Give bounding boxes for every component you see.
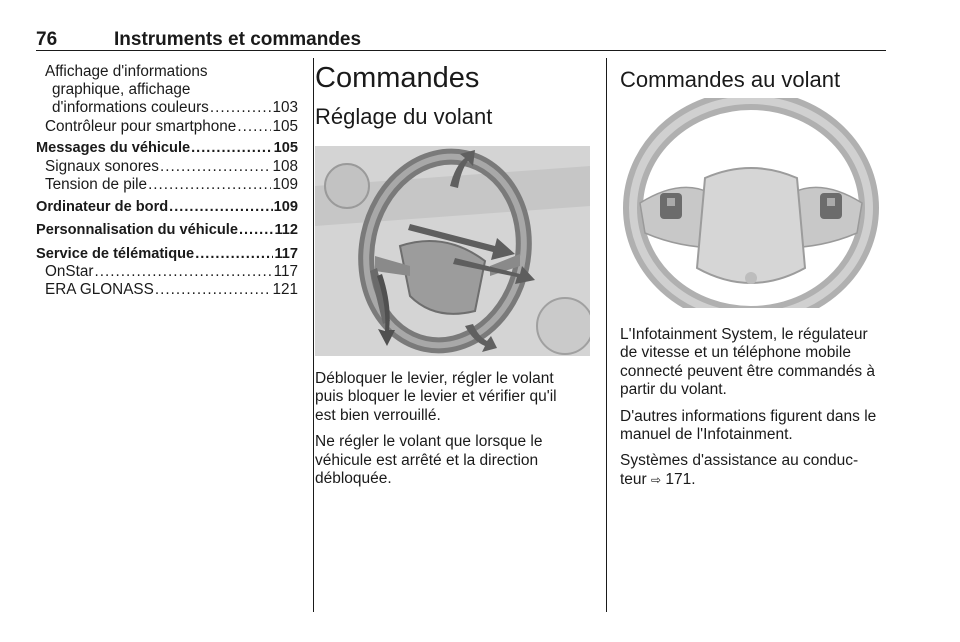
page-header — [36, 28, 886, 51]
toc-entry-page: 117 — [274, 246, 298, 263]
paragraph-adjust-warning: Ne régler le volant que lorsque le véhicule est arrêté et la direction débloquée. — [315, 433, 543, 488]
toc-entry-page: 109 — [272, 175, 298, 193]
table-of-contents — [36, 63, 298, 300]
paragraph-driver-assistance: Systèmes d'assistance au conduc- teur ⇨ 171. — [620, 452, 859, 488]
toc-entry[interactable] — [36, 158, 298, 176]
toc-leader-dots — [155, 281, 272, 299]
column-steering-controls — [620, 60, 890, 497]
toc-entry[interactable] — [36, 139, 298, 157]
section-heading: Commandes — [315, 62, 480, 94]
paragraph-controls-intro: L'Infotainment System, le régulateur de vitesse et un téléphone mobile connecté peuvent être commandés à partir du volant. — [620, 326, 876, 399]
toc-entry[interactable] — [36, 176, 298, 194]
toc-entry-title: Ordinateur de bord — [36, 198, 169, 215]
sub-heading: Réglage du volant — [315, 104, 493, 129]
toc-entry-title: Messages du véhicule — [36, 140, 191, 157]
toc-leader-dots — [148, 176, 271, 194]
toc-entry-title: Contrôleur pour smartphone — [45, 117, 237, 135]
toc-entry[interactable] — [36, 245, 298, 263]
toc-entry-page: 121 — [272, 281, 298, 299]
toc-leader-dots — [210, 99, 272, 117]
toc-entry-line: Affichage d'informations — [45, 63, 208, 80]
toc-entry-line: graphique, affichage — [52, 81, 191, 99]
toc-entry-page: 105 — [273, 140, 298, 157]
toc-entry-title: OnStar — [45, 263, 94, 281]
page-reference-arrow-icon: ⇨ — [651, 472, 662, 487]
toc-leader-dots — [239, 221, 274, 239]
column-steering-adjustment — [315, 60, 590, 496]
toc-entry-title: Signaux sonores — [45, 157, 159, 175]
toc-entry[interactable] — [36, 281, 298, 299]
page-reference-link[interactable]: 171. — [665, 470, 696, 488]
toc-entry-page: 103 — [272, 99, 298, 117]
toc-entry-page: 105 — [272, 117, 298, 135]
section-heading: Commandes au volant — [620, 67, 841, 92]
toc-entry-title: ERA GLONASS — [45, 281, 154, 299]
toc-entry[interactable] — [36, 263, 298, 281]
column-divider-right — [606, 58, 607, 612]
toc-leader-dots — [169, 198, 272, 216]
toc-leader-dots — [237, 118, 271, 136]
toc-leader-dots — [195, 245, 273, 263]
paragraph-adjust-instructions: Débloquer le levier, régler le volant puis bloquer le levier et vérifier qu'il est bien verrouillé. — [315, 370, 557, 424]
page-number: 76 — [36, 29, 58, 50]
toc-entry-page: 112 — [274, 222, 298, 239]
toc-list — [36, 118, 298, 300]
toc-entry-title: Personnalisation du véhicule — [36, 222, 238, 239]
toc-entry-title: Service de télématique — [36, 246, 195, 263]
section-title: Instruments et commandes — [114, 29, 362, 50]
toc-entry[interactable] — [36, 198, 298, 216]
toc-entry[interactable] — [36, 118, 298, 136]
steering-adjustment-illustration — [315, 146, 590, 356]
toc-entry-page: 108 — [272, 157, 298, 175]
toc-entry-intro[interactable] — [36, 63, 298, 118]
toc-entry-page: 109 — [273, 198, 298, 215]
toc-leader-dots — [160, 158, 272, 176]
toc-entry[interactable] — [36, 221, 298, 239]
toc-leader-dots — [191, 139, 273, 157]
paragraph-infotainment-manual: D'autres informations figurent dans le manuel de l'Infotainment. — [620, 407, 877, 444]
toc-entry-title: d'informations couleurs — [52, 99, 209, 117]
column-divider-left — [313, 58, 314, 612]
toc-leader-dots — [94, 263, 272, 281]
steering-wheel-controls-illustration — [620, 98, 882, 308]
toc-entry-title: Tension de pile — [45, 175, 148, 193]
toc-entry-page: 117 — [273, 263, 298, 281]
